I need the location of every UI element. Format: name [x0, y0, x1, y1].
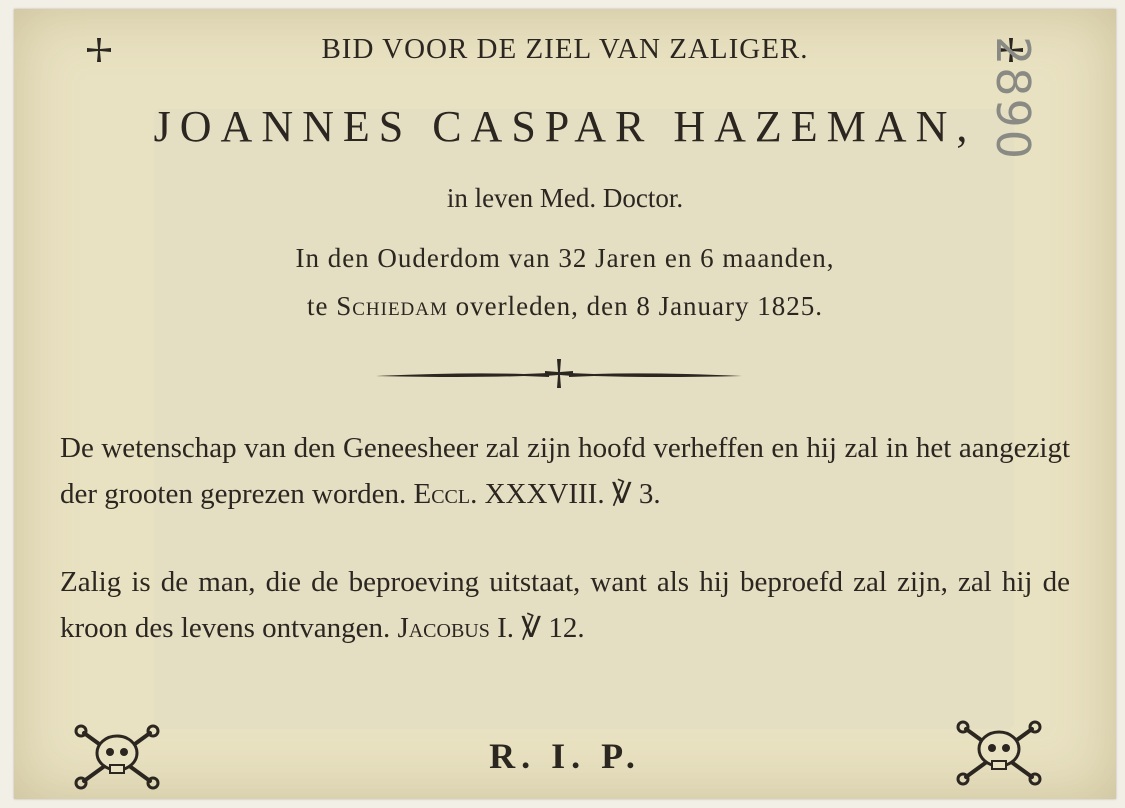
death-line: [14, 291, 1116, 322]
deceased-name: JOANNES CASPAR HAZEMAN,: [153, 102, 977, 151]
verse-2-reference: Jacobus I. ℣ 12.: [397, 612, 585, 644]
age-line: In den Ouderdom van 32 Jaren en 6 maanden,: [295, 243, 835, 273]
verse-1: [60, 425, 1070, 517]
prayer-header: BID VOOR DE ZIEL VAN ZALIGER.: [321, 33, 809, 65]
death-place: Schiedam: [336, 291, 448, 321]
memorial-card: [14, 9, 1116, 799]
death-prefix: te: [306, 291, 337, 321]
verse-1-text: De wetenschap van den Geneesheer zal zijn hoofd verheffen en hij zal in het aangezigt der grooten geprezen worden.: [60, 432, 1070, 510]
handwritten-archive-number: 2890: [986, 36, 1040, 162]
verse-2-text: Zalig is de man, die de beproeving uitstaat, want als hij beproefd zal zijn, zal hij de kroon des levens ontvangen.: [60, 566, 1070, 644]
death-suffix: overleden, den 8 January 1825.: [447, 291, 824, 321]
profession-line: in leven Med. Doctor.: [446, 183, 684, 213]
verse-2: [60, 559, 1070, 651]
divider-cross-icon: [374, 355, 744, 395]
verse-1-reference: Eccl. XXXVIII. ℣ 3.: [413, 478, 661, 510]
rip-footer: R. I. P.: [489, 736, 641, 776]
